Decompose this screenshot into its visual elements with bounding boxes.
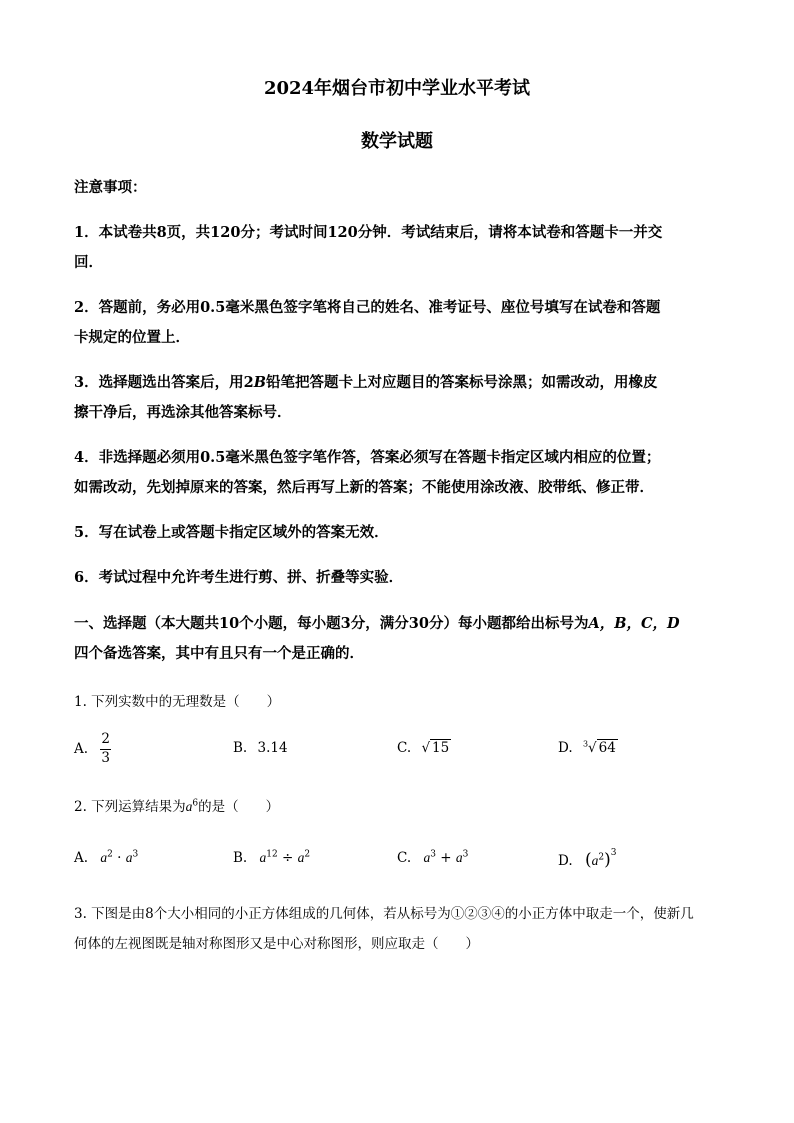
left-paren: ( (584, 850, 592, 870)
note-item-continuation: 回． (74, 254, 103, 271)
note-text: 铅笔把答题卡上对应题目的答案标号涂黑；如需改动，用橡皮 (265, 374, 658, 391)
exponent: 3 (462, 849, 469, 860)
expression (584, 848, 617, 870)
exponent: 3 (430, 849, 436, 860)
root-index: 3 (582, 739, 589, 749)
base: a (591, 853, 599, 868)
inner-exponent: 2 (598, 852, 605, 863)
subject-title: 数学试题 (361, 131, 433, 152)
base: a (125, 850, 133, 865)
question-3-stem-continuation: 何体的左视图既是轴对称图形又是中心对称图形，则应取走（ ） (74, 936, 479, 952)
note-text: 考试过程中允许考生进行剪、拼、折叠等实验． (98, 569, 404, 586)
section-heading-continuation: 四个备选答案，其中有且只有一个是正确的． (74, 645, 364, 662)
stem-exponent: 6 (192, 798, 199, 809)
note-text: 答题前，务必用0.5毫米黑色签字笔将自己的姓名、准考证号、座位号填写在试卷和答题 (98, 299, 661, 316)
stem-text: 的是（ ） (198, 799, 280, 815)
note-number: 2． (74, 299, 99, 316)
note-text: 写在试卷上或答题卡指定区域外的答案无效． (98, 524, 389, 541)
radicand: 15 (432, 740, 450, 756)
note-number: 5． (74, 524, 99, 541)
operator: + (435, 850, 456, 866)
q1-option-c (397, 740, 451, 756)
base: a (455, 850, 463, 865)
pencil-grade: B (253, 374, 266, 391)
note-item (74, 446, 660, 467)
exponent: 2 (107, 849, 113, 860)
cube-root: $^3$√ 64 (582, 739, 616, 756)
operator: ÷ (277, 850, 298, 866)
option-label: A. (74, 850, 89, 866)
exponent: 3 (132, 849, 139, 860)
note-item (74, 371, 657, 392)
question-3-stem: 3. 下图是由8个大小相同的小正方体组成的几何体，若从标号为①②③④的小正方体中取走一个，使新几 (74, 906, 694, 922)
note-item (74, 566, 403, 587)
q2-option-a (74, 850, 138, 866)
expression (423, 850, 468, 866)
option-label: C. (397, 850, 412, 866)
note-text: 选择题选出答案后，用2 (98, 374, 254, 391)
note-text: 本试卷共8页，共120分；考试时间120分钟．考试结束后，请将本试卷和答题卡一并交 (98, 224, 663, 241)
square-root: √ 15 (421, 740, 450, 756)
stem-text: 2. 下列运算结果为 (74, 799, 186, 815)
option-letters: A，B，C，D (588, 615, 680, 632)
numerator: 2 (100, 733, 111, 750)
stem-variable: a (185, 799, 193, 814)
expression (260, 850, 311, 866)
q2-option-c (397, 850, 468, 866)
q1-option-a (74, 733, 111, 765)
q2-option-d (558, 850, 616, 870)
radicand: 64 (598, 740, 616, 756)
section-text: 一、选择题（本大题共10个小题，每小题3分，满分30分）每小题都给出标号为 (74, 615, 589, 632)
base: a (100, 850, 108, 865)
note-item (74, 296, 660, 317)
note-number: 1． (74, 224, 99, 241)
fraction (100, 733, 111, 765)
q1-option-b (233, 740, 288, 756)
note-number: 6． (74, 569, 99, 586)
note-number: 4． (74, 449, 99, 466)
note-item-continuation: 卡规定的位置上． (74, 329, 190, 346)
notes-heading: 注意事项： (74, 179, 147, 196)
option-label: B. (233, 850, 248, 866)
base: a (423, 850, 431, 865)
outer-exponent: 3 (610, 848, 617, 858)
exponent: 2 (304, 849, 311, 860)
note-number: 3． (74, 374, 99, 391)
base: a (259, 850, 267, 865)
question-1-stem: 1. 下列实数中的无理数是（ ） (74, 694, 281, 710)
option-label: D. (558, 740, 573, 756)
q2-option-b (233, 850, 310, 866)
option-label: D. (558, 853, 573, 869)
note-item (74, 521, 389, 542)
note-item-continuation: 擦干净后，再选涂其他答案标号． (74, 404, 292, 421)
note-text: 非选择题必须用0.5毫米黑色签字笔作答，答案必须写在答题卡指定区域内相应的位置； (98, 449, 661, 466)
section-heading (74, 612, 680, 633)
right-paren: ) (604, 850, 611, 870)
option-label: C. (397, 740, 412, 756)
base: a (297, 850, 305, 865)
note-item (74, 221, 662, 242)
option-value: 3.14 (257, 740, 288, 756)
option-label: A. (74, 741, 89, 757)
operator: · (112, 850, 126, 866)
option-label: B. (233, 740, 248, 756)
question-2-stem (74, 795, 279, 815)
exam-title: 2024年烟台市初中学业水平考试 (263, 78, 531, 99)
q1-option-d (558, 740, 618, 756)
note-item-continuation: 如需改动，先划掉原来的答案，然后再写上新的答案；不能使用涂改液、胶带纸、修正带． (74, 479, 654, 496)
exponent: 12 (266, 849, 278, 860)
expression (100, 850, 138, 866)
denominator: 3 (101, 749, 110, 766)
